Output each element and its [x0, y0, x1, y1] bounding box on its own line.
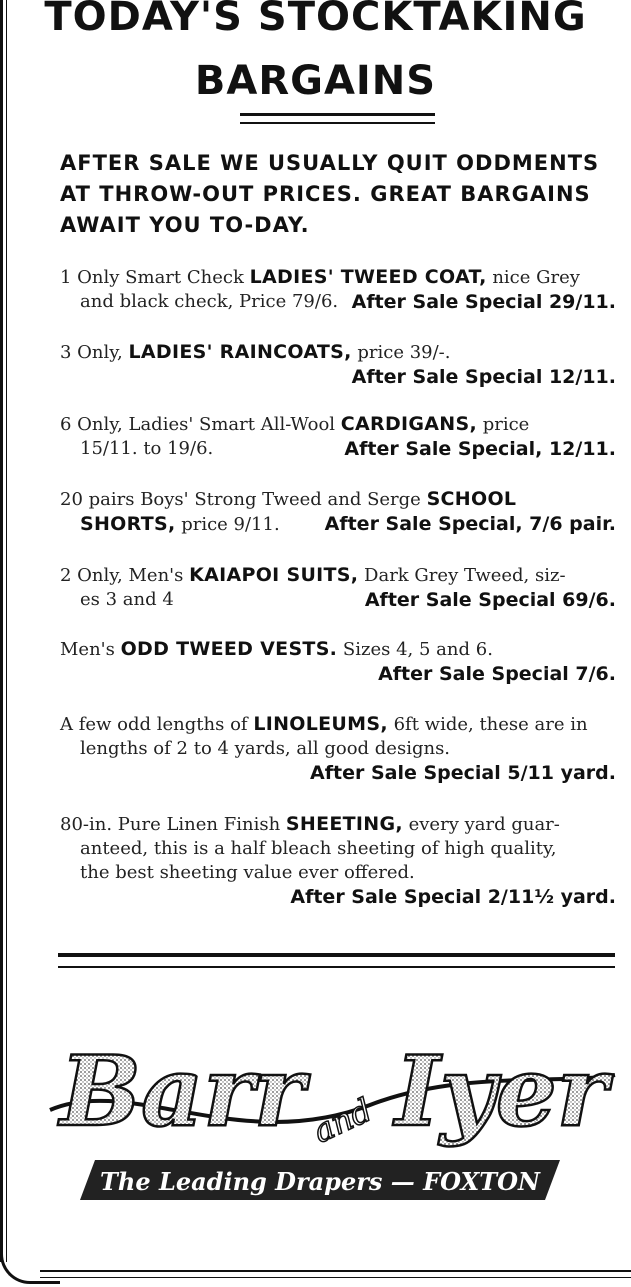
item-text: price 9/11.	[175, 514, 280, 535]
item-linoleums	[60, 712, 616, 786]
item-text: Sizes 4, 5 and 6.	[337, 639, 493, 660]
bottom-border	[40, 1270, 631, 1278]
item-text: 1 Only Smart Check	[60, 267, 250, 288]
section-separator	[58, 953, 615, 968]
item-kaiapoi-suits	[60, 563, 616, 612]
item-name: LADIES' RAINCOATS,	[128, 341, 352, 363]
headline-title: TODAY'S STOCKTAKING	[44, 0, 587, 40]
item-name: SHORTS,	[80, 513, 176, 535]
item-special: After Sale Special 69/6.	[364, 589, 616, 611]
item-name: ODD TWEED VESTS.	[120, 638, 338, 660]
item-ladies-tweed-coat	[60, 265, 616, 314]
item-text: every yard guar-	[402, 814, 560, 835]
item-text: 80-in. Pure Linen Finish	[60, 814, 286, 835]
item-school-shorts	[60, 487, 616, 537]
logo-and: and	[307, 1090, 378, 1151]
item-text: 2 Only, Men's	[60, 565, 190, 586]
item-special: After Sale Special 7/6.	[378, 663, 616, 685]
item-name: SHEETING,	[285, 813, 403, 835]
item-odd-tweed-vests	[60, 637, 616, 687]
headline-rule	[240, 113, 435, 124]
item-text: nice Grey	[486, 267, 580, 288]
item-special: After Sale Special 2/11½ yard.	[290, 886, 616, 908]
item-cardigans	[60, 412, 616, 461]
item-text: the best sheeting value ever offered.	[80, 862, 415, 883]
item-text: A few odd lengths of	[60, 714, 254, 735]
item-name: SCHOOL	[426, 488, 517, 510]
item-special: After Sale Special 29/11.	[351, 291, 616, 313]
item-text: Dark Grey Tweed, siz-	[358, 565, 566, 586]
item-text: 6ft wide, these are in	[387, 714, 588, 735]
item-ladies-raincoats	[60, 340, 616, 390]
item-text: lengths of 2 to 4 yards, all good designs.	[80, 738, 451, 759]
headline-subtitle: BARGAINS	[194, 58, 437, 104]
barr-and-iyer-logo	[40, 1015, 620, 1215]
logo-tagline: The Leading Drapers — FOXTON	[100, 1167, 540, 1196]
item-name: KAIAPOI SUITS,	[189, 564, 359, 586]
intro-text: AFTER SALE WE USUALLY QUIT ODDMENTS AT THROW-OUT PRICES. GREAT BARGAINS AWAIT YOU TO-DAY.	[60, 151, 600, 237]
left-border	[0, 0, 7, 1262]
item-special: After Sale Special, 12/11.	[344, 438, 616, 460]
item-text: 15/11. to 19/6.	[80, 438, 214, 459]
item-text: price	[477, 414, 530, 435]
item-name: LINOLEUMS,	[253, 713, 388, 735]
item-name: LADIES' TWEED COAT,	[249, 266, 487, 288]
logo-wordmark-2: Iyer	[395, 1035, 608, 1148]
item-special: After Sale Special 5/11 yard.	[310, 762, 616, 784]
logo-wordmark: Barr	[60, 1035, 305, 1148]
item-text: Men's	[60, 639, 121, 660]
item-text: 20 pairs Boys' Strong Tweed and Serge	[60, 489, 427, 510]
item-special: After Sale Special, 7/6 pair.	[324, 513, 616, 535]
item-name: CARDIGANS,	[340, 413, 477, 435]
item-text: and black check, Price 79/6.	[80, 291, 339, 312]
item-text: 6 Only, Ladies' Smart All-Wool	[60, 414, 341, 435]
item-text: price 39/-.	[351, 342, 451, 363]
item-special: After Sale Special 12/11.	[351, 366, 616, 388]
item-sheeting	[60, 812, 616, 910]
item-text: 3 Only,	[60, 342, 129, 363]
item-text: es 3 and 4	[80, 589, 174, 610]
item-text: anteed, this is a half bleach sheeting of high quality,	[80, 838, 557, 859]
